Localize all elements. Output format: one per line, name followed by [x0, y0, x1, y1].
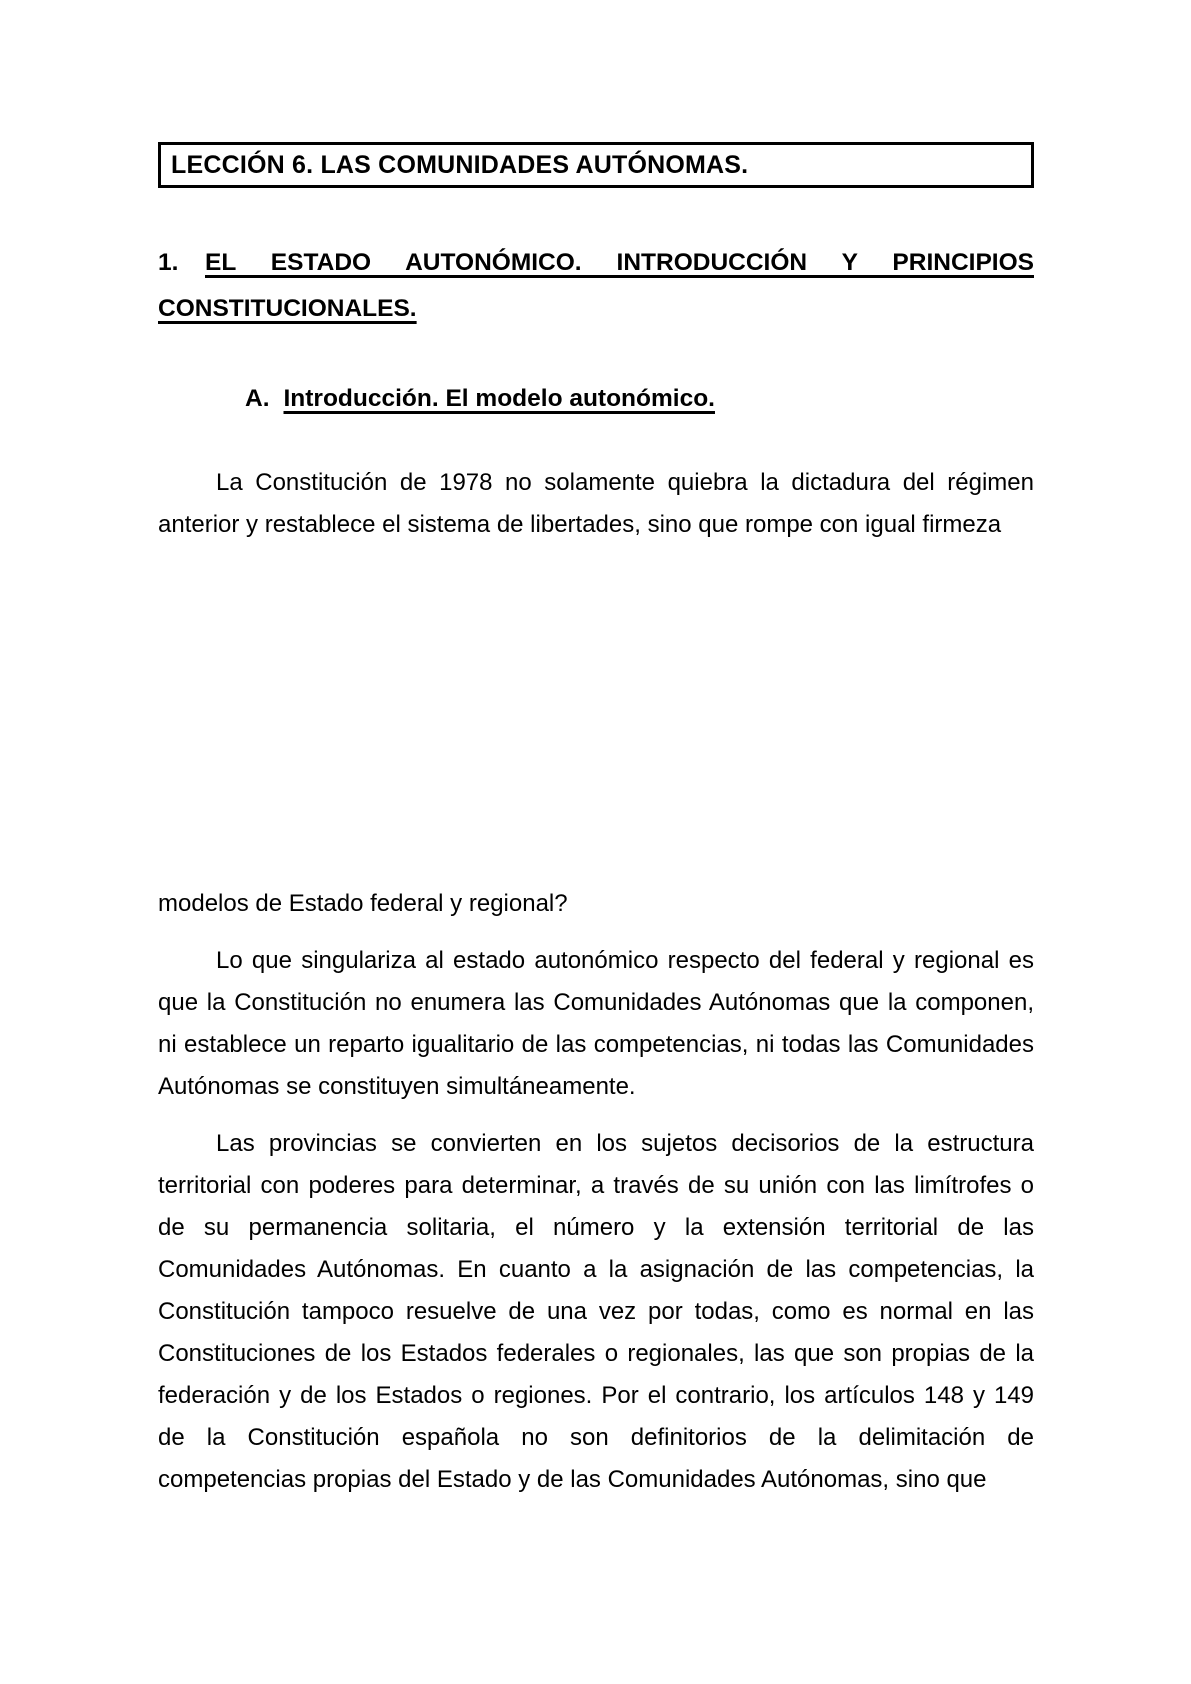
blank-space — [158, 546, 1034, 868]
paragraph-intro-constitucion-1978: La Constitución de 1978 no solamente quiebra la dictadura del régimen anterior y restablece el sistema de libertades, sino que rompe con igual firmeza — [158, 469, 1034, 538]
subsection-a-label: A. — [245, 385, 270, 412]
paragraph-provincias-sujetos-decisorios: Las provincias se convierten en los sujetos decisorios de la estructura territorial con poderes para determinar, a través de su unión con las limítrofes o de su permanencia solitaria, el número y la extensión territorial de las Comunidades Autónomas. En cuanto a la asignación de las competencias, la Constitución tampoco resuelve de una vez por todas, como es normal en las Constituciones de los Estados federales o regionales, las que son propias de la federación y de los Estados o regiones. Por el contrario, los artículos 148 y 149 de la Constitución española no son definitorios de la delimitación de competencias propias del Estado y de las Comunidades Autónomas, sino que — [158, 1130, 1034, 1493]
section-1-number: 1. — [158, 249, 179, 276]
section-1-heading — [158, 240, 1034, 332]
lesson-title: LECCIÓN 6. LAS COMUNIDADES AUTÓNOMAS. — [171, 150, 749, 179]
paragraph-fragment-modelos: modelos de Estado federal y regional? — [158, 890, 568, 917]
document-content — [158, 0, 1034, 1501]
section-1-heading-line2-wrap — [158, 286, 1034, 332]
subsection-a-title: Introducción. El modelo autonómico. — [283, 385, 715, 412]
section-1-heading-line1: EL ESTADO AUTONÓMICO. INTRODUCCIÓN Y PRINCIPIOS — [205, 249, 1034, 276]
section-1-heading-line2: CONSTITUCIONALES. — [158, 295, 417, 322]
lesson-title-box — [158, 142, 1034, 188]
paragraph-singulariza-estado-autonomico: Lo que singulariza al estado autonómico respecto del federal y regional es que la Constitución no enumera las Comunidades Autónomas que la componen, ni establece un reparto igualitario de las competencias, ni todas las Comunidades Autónomas se constituyen simultáneamente. — [158, 947, 1034, 1100]
section-1-heading-row — [158, 240, 1034, 286]
subsection-a-heading — [158, 378, 1034, 420]
